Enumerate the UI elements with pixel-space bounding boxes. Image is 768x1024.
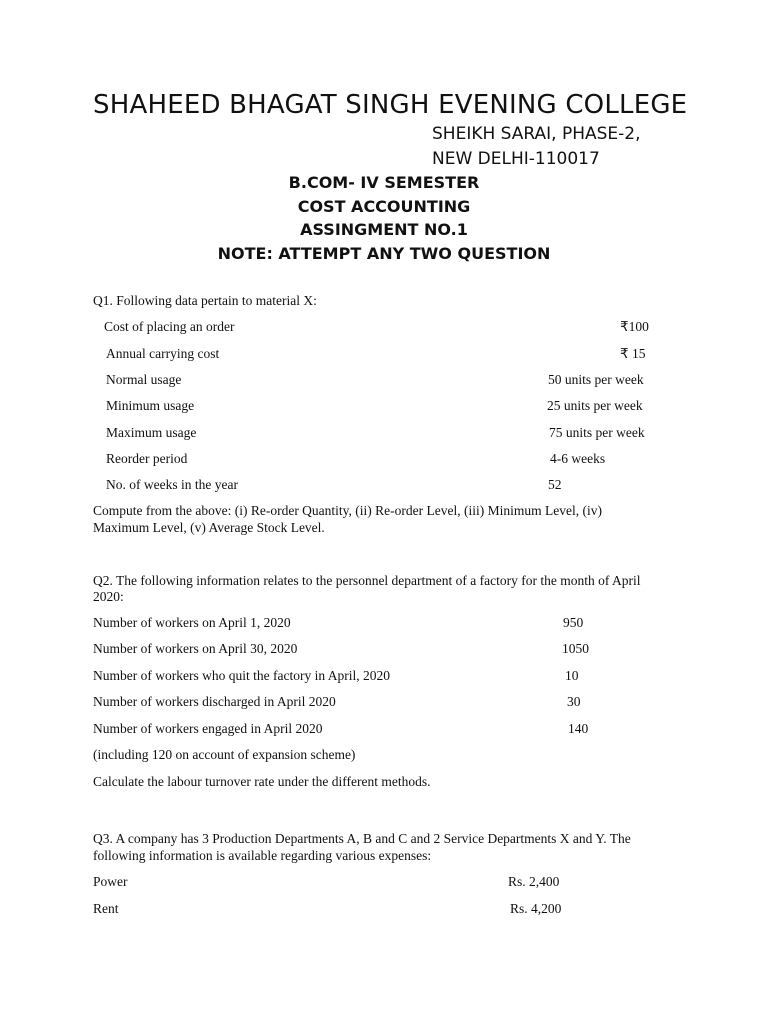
q1-task-line-2: Maximum Level, (v) Average Stock Level. — [93, 520, 325, 535]
q2-row-label: Number of workers on April 1, 2020 — [93, 615, 291, 630]
q2-row-value: 950 — [563, 615, 584, 630]
address-line-1: SHEIKH SARAI, PHASE-2, — [432, 124, 641, 144]
course-heading: B.COM- IV SEMESTER — [288, 173, 480, 192]
q1-row-label: Maximum usage — [106, 425, 197, 440]
q2-row-value: 10 — [565, 668, 579, 683]
q2-row-label: Number of workers engaged in April 2020 — [93, 721, 323, 736]
q3-intro-line-1: Q3. A company has 3 Production Departments A, B and C and 2 Service Departments X and Y. The — [93, 831, 631, 846]
q2-row-value: 30 — [567, 694, 581, 709]
note-heading: NOTE: ATTEMPT ANY TWO QUESTION — [217, 244, 551, 263]
q2-row-label: Number of workers discharged in April 2020 — [93, 694, 336, 709]
q1-row-value: ₹ 15 — [620, 346, 646, 361]
q3-row-label: Rent — [93, 901, 119, 916]
q1-row-value: 50 units per week — [548, 372, 644, 387]
address-line-2: NEW DELHI-110017 — [432, 149, 600, 169]
q1-row-label: Reorder period — [106, 451, 188, 466]
q2-row-value: 140 — [568, 721, 589, 736]
q2-intro-line-1: Q2. The following information relates to the personnel department of a factory for the month of April — [93, 573, 641, 588]
q1-row-label: Cost of placing an order — [104, 319, 235, 334]
q1-row-label: Minimum usage — [106, 398, 195, 413]
q3-row-value: Rs. 2,400 — [508, 874, 560, 889]
q3-intro-line-2: following information is available regarding various expenses: — [93, 848, 432, 863]
q1-row-label: Annual carrying cost — [106, 346, 220, 361]
q2-row-label: Number of workers on April 30, 2020 — [93, 641, 298, 656]
q2-row-label: Number of workers who quit the factory in April, 2020 — [93, 668, 390, 683]
q2-intro-line-2: 2020: — [93, 589, 124, 604]
q1-row-label: Normal usage — [106, 372, 182, 387]
q2-note: (including 120 on account of expansion scheme) — [93, 747, 356, 762]
q2-task: Calculate the labour turnover rate under the different methods. — [93, 774, 431, 789]
assignment-heading: ASSINGMENT NO.1 — [300, 220, 468, 239]
q1-intro: Q1. Following data pertain to material X: — [93, 293, 317, 308]
college-name: SHAHEED BHAGAT SINGH EVENING COLLEGE — [93, 90, 688, 120]
q3-row-label: Power — [93, 874, 128, 889]
q1-row-value: 25 units per week — [547, 398, 643, 413]
q1-row-value: 75 units per week — [549, 425, 645, 440]
q1-row-value: 4-6 weeks — [550, 451, 606, 466]
q1-task-line-1: Compute from the above: (i) Re-order Quantity, (ii) Re-order Level, (iii) Minimum Level, (iv) — [93, 503, 602, 518]
q2-row-value: 1050 — [562, 641, 589, 656]
subject-heading: COST ACCOUNTING — [297, 197, 471, 216]
q3-row-value: Rs. 4,200 — [510, 901, 562, 916]
q1-row-value: 52 — [548, 477, 562, 492]
q1-row-value: ₹100 — [620, 319, 649, 334]
q1-row-label: No. of weeks in the year — [106, 477, 238, 492]
